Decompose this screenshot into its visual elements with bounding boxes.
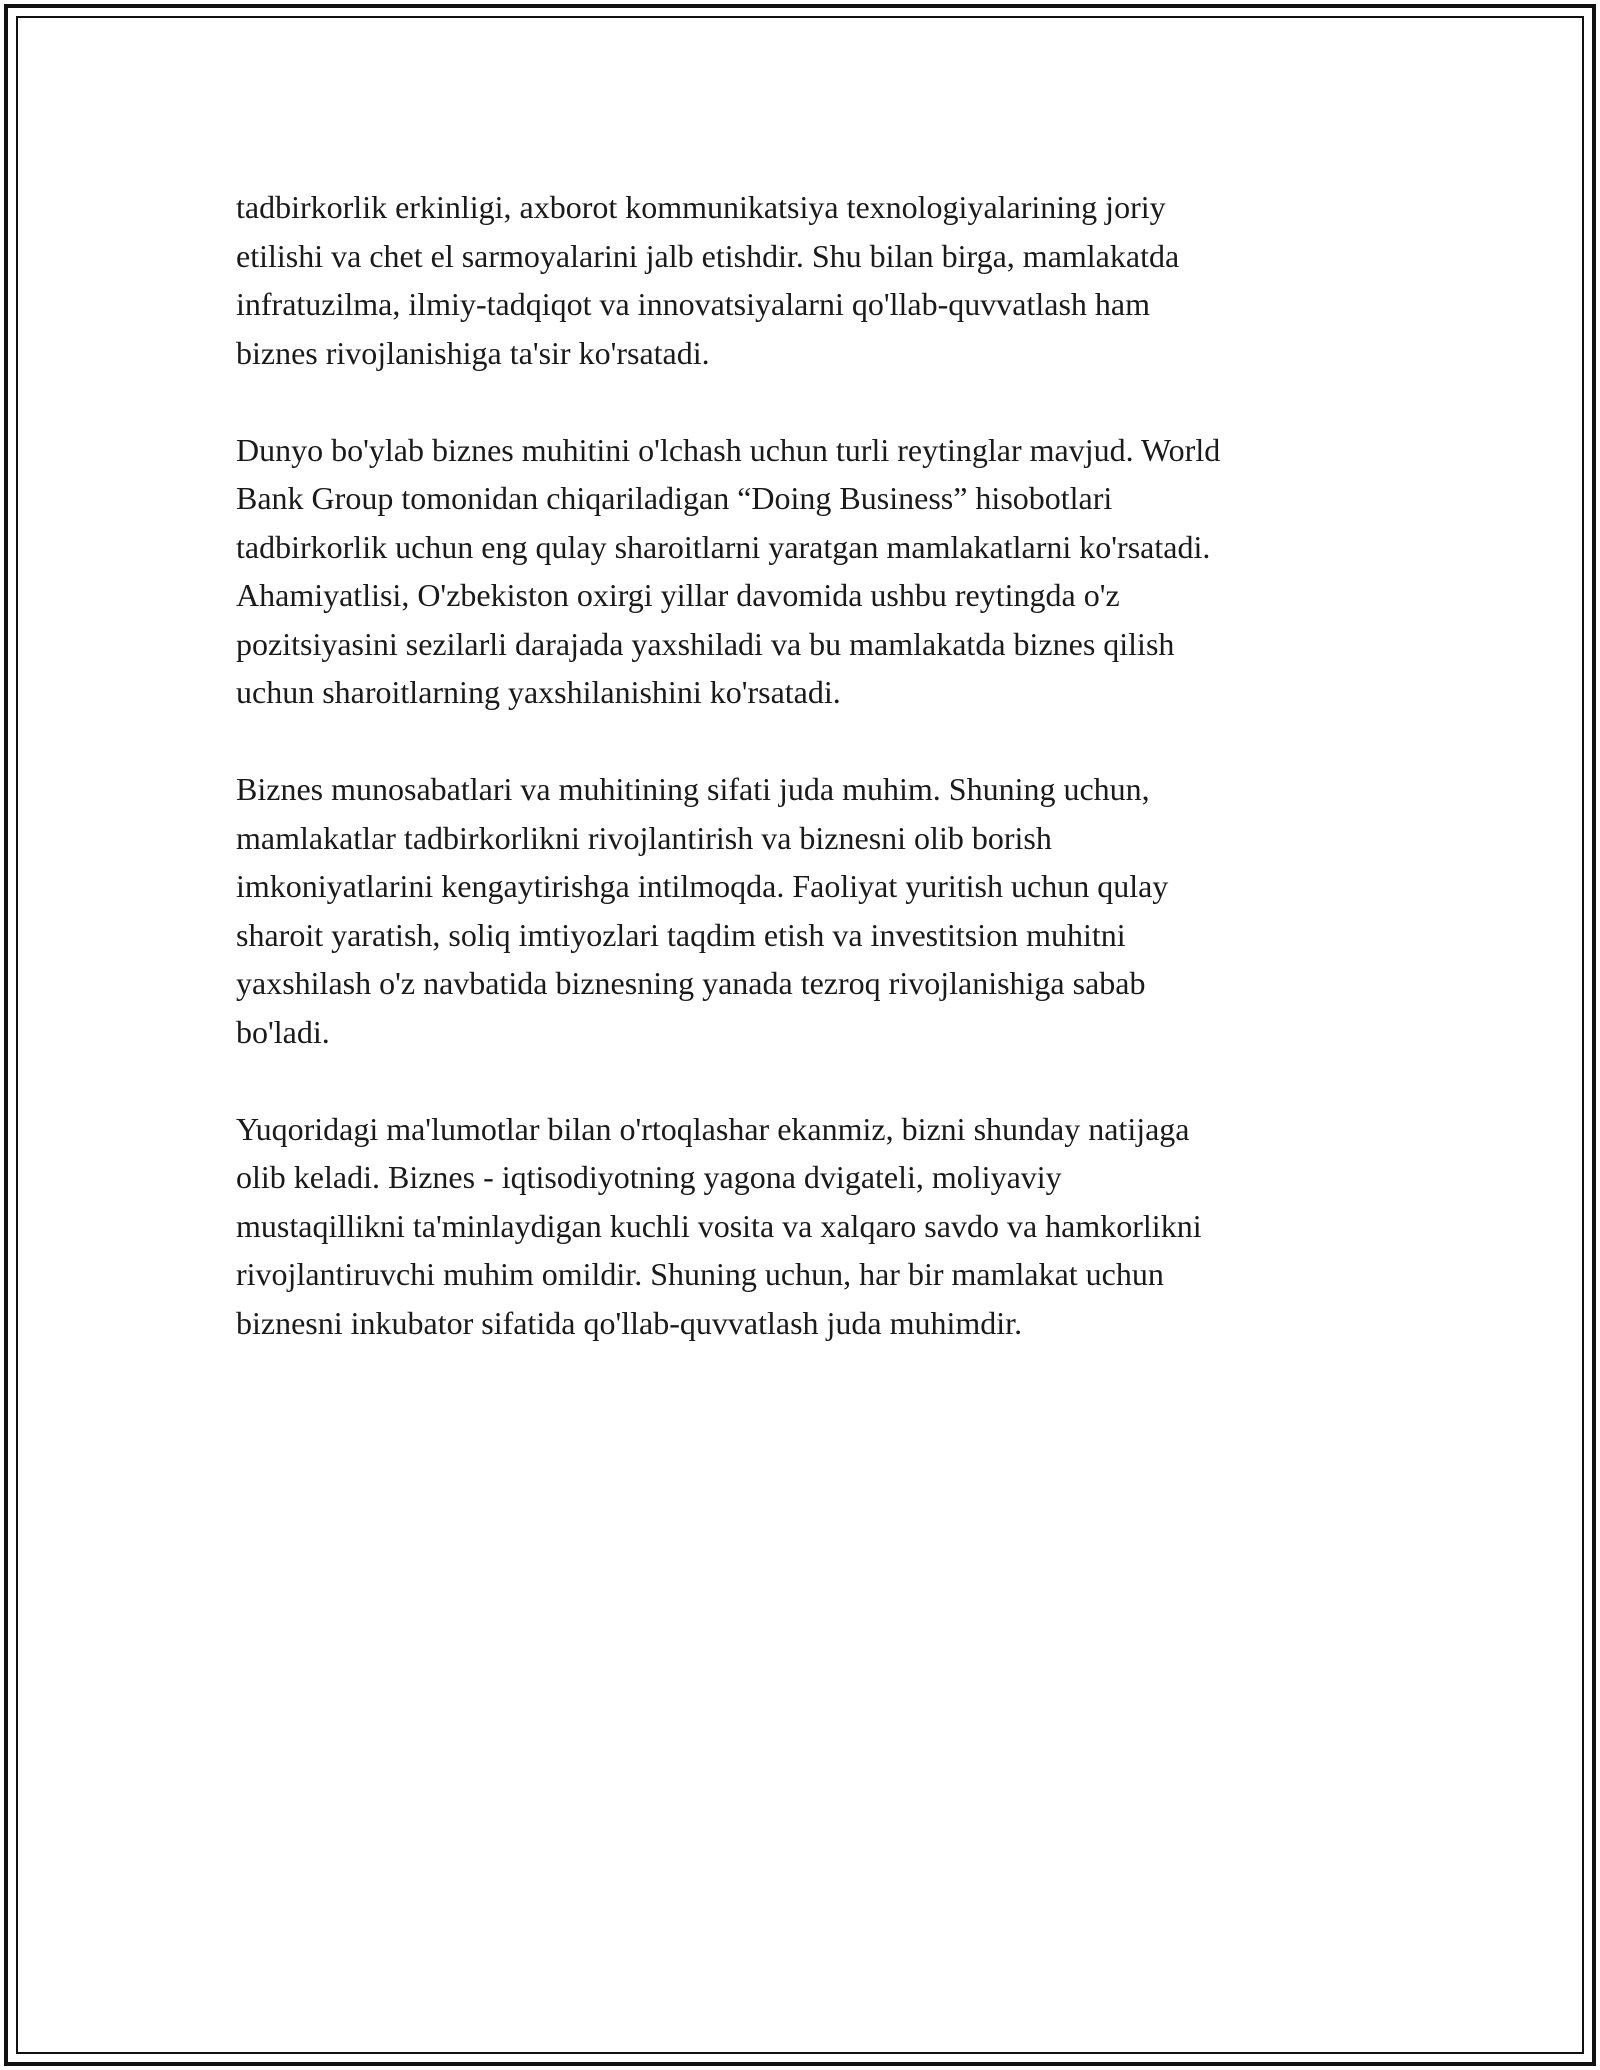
paragraph-line: olib keladi. Biznes - iqtisodiyotning yagona dvigateli, moliyaviy xyxy=(236,1159,1062,1195)
paragraph-line: tadbirkorlik uchun eng qulay sharoitlarni yaratgan mamlakatlarni ko'rsatadi. xyxy=(236,528,1211,565)
paragraph-line: rivojlantiruvchi muhim omildir. Shuning uchun, har bir mamlakat uchun xyxy=(236,1256,1164,1292)
paragraph-line: imkoniyatlarini kengaytirishga intilmoqda. Faoliyat yuritish uchun qulay xyxy=(236,868,1169,904)
paragraph-line: bo'ladi. xyxy=(236,1013,330,1050)
paragraph-line: mustaqillikni ta'minlaydigan kuchli vosita va xalqaro savdo va hamkorlikni xyxy=(236,1207,1202,1244)
paragraph-line: infratuzilma, ilmiy-tadqiqot va innovatsiyalarni qo'llab-quvvatlash ham xyxy=(236,286,1150,322)
paragraph-2 xyxy=(236,426,1386,717)
paragraph-3 xyxy=(236,765,1386,1056)
paragraph-line: pozitsiyasini sezilarli darajada yaxshiladi va bu mamlakatda biznes qilish xyxy=(236,625,1175,662)
paragraph-line: biznes rivojlanishiga ta'sir ko'rsatadi. xyxy=(236,334,710,371)
paragraph-line: Dunyo bo'ylab biznes muhitini o'lchash uchun turli reytinglar mavjud. World xyxy=(236,431,1221,468)
paragraph-line: Bank Group tomonidan chiqariladigan “Doing Business” hisobotlari xyxy=(236,480,1113,516)
paragraph-line: sharoit yaratish, soliq imtiyozlari taqdim etish va investitsion muhitni xyxy=(236,916,1126,953)
paragraph-line: Ahamiyatlisi, O'zbekiston oxirgi yillar davomida ushbu reytingda o'z xyxy=(236,577,1120,613)
paragraph-4 xyxy=(236,1105,1386,1348)
paragraph-line: etilishi va chet el sarmoyalarini jalb etishdir. Shu bilan birga, mamlakatda xyxy=(236,237,1180,274)
paragraph-line: yaxshilash o'z navbatida biznesning yanada tezroq rivojlanishiga sabab xyxy=(236,965,1146,1001)
paragraph-line: tadbirkorlik erkinligi, axborot kommunikatsiya texnologiyalarining joriy xyxy=(236,189,1166,225)
paragraph-1 xyxy=(236,183,1386,377)
paragraph-line: Yuqoridagi ma'lumotlar bilan o'rtoqlashar ekanmiz, bizni shunday natijaga xyxy=(236,1110,1190,1147)
paragraph-line: mamlakatlar tadbirkorlikni rivojlantirish va biznesni olib borish xyxy=(236,819,1052,856)
paragraph-line: biznesni inkubator sifatida qo'llab-quvvatlash juda muhimdir. xyxy=(236,1304,1023,1341)
paragraph-line: uchun sharoitlarning yaxshilanishini ko'rsatadi. xyxy=(236,674,841,710)
paragraph-line: Biznes munosabatlari va muhitining sifati juda muhim. Shuning uchun, xyxy=(236,771,1150,807)
document-body xyxy=(236,183,1386,1396)
